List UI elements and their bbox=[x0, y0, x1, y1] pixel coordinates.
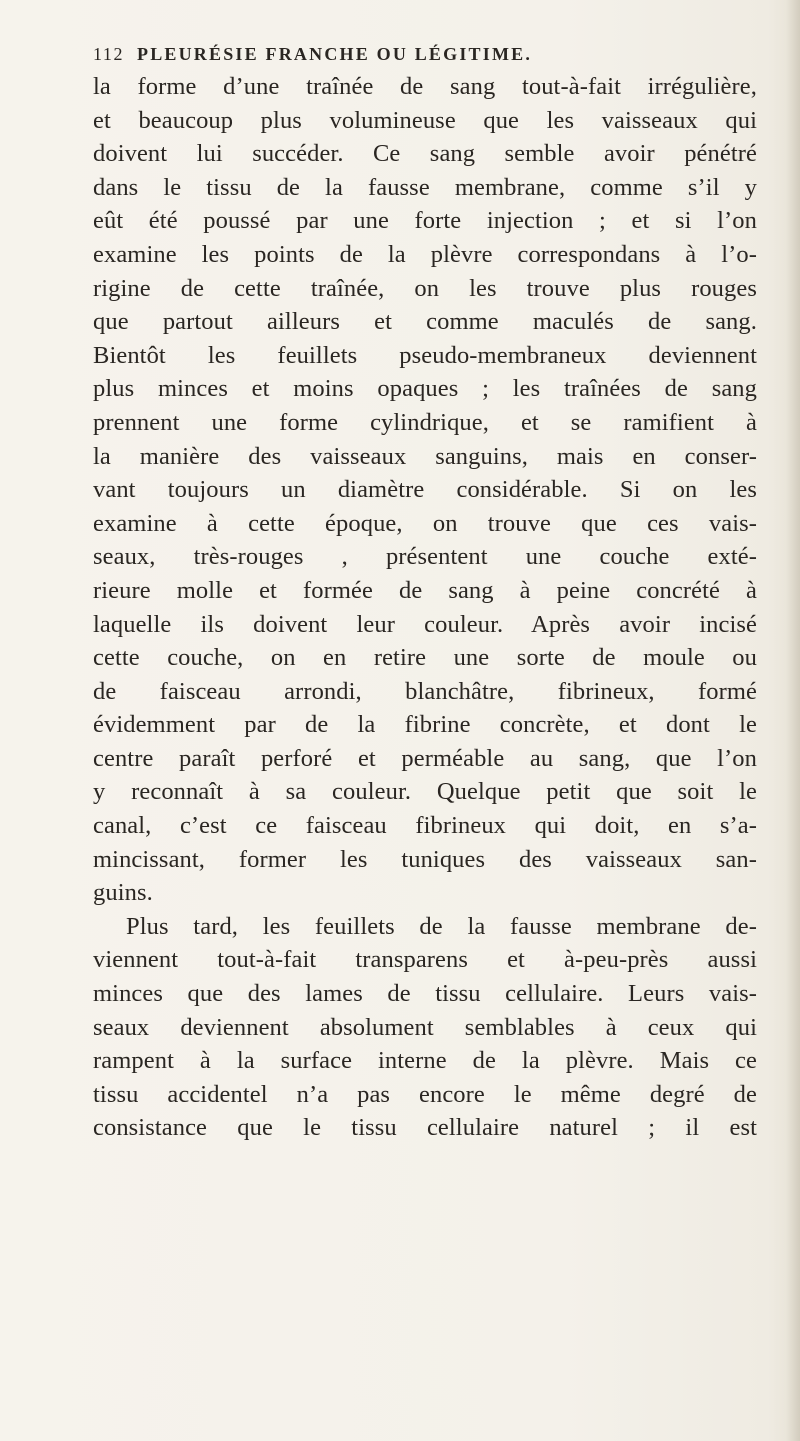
text-line: prennent une forme cylindrique, et se ramifient à bbox=[93, 408, 757, 436]
text-line: rigine de cette traînée, on les trouve plus rouges bbox=[93, 274, 757, 302]
text-line: vant toujours un diamètre considérable. Si on les bbox=[93, 476, 757, 504]
text-line: examine à cette époque, on trouve que ces vais- bbox=[93, 509, 757, 537]
text-line: viennent tout-à-fait transparens et à-peu-près aussi bbox=[93, 946, 757, 974]
text-line: doivent lui succéder. Ce sang semble avoir pénétré bbox=[93, 140, 757, 168]
running-title: PLEURÉSIE FRANCHE OU LÉGITIME. bbox=[137, 44, 533, 64]
text-line: rampent à la surface interne de la plèvre. Mais ce bbox=[93, 1047, 757, 1075]
page-edge-shadow bbox=[786, 0, 800, 1441]
text-line: évidemment par de la fibrine concrète, et dont le bbox=[93, 711, 757, 739]
text-line: y reconnaît à sa couleur. Quelque petit que soit le bbox=[93, 778, 757, 806]
page-number: 112 bbox=[93, 44, 125, 64]
text-line: guins. bbox=[93, 879, 153, 907]
text-line: la manière des vaisseaux sanguins, mais en conser- bbox=[93, 442, 757, 470]
text-line: cette couche, on en retire une sorte de moule ou bbox=[93, 644, 757, 672]
text-line: et beaucoup plus volumineuse que les vaisseaux qui bbox=[93, 106, 757, 134]
text-line: minces que des lames de tissu cellulaire. Leurs vais- bbox=[93, 980, 757, 1008]
text-line: dans le tissu de la fausse membrane, comme s’il y bbox=[93, 173, 757, 201]
text-line: mincissant, former les tuniques des vaisseaux san- bbox=[93, 845, 757, 873]
text-line: Plus tard, les feuillets de la fausse membrane de- bbox=[126, 912, 757, 940]
text-line: seaux, très-rouges , présentent une couche exté- bbox=[93, 543, 757, 571]
text-line: plus minces et moins opaques ; les traînées de sang bbox=[93, 375, 757, 403]
text-line: eût été poussé par une forte injection ; et si l’on bbox=[93, 207, 757, 235]
text-line: consistance que le tissu cellulaire naturel ; il est bbox=[93, 1114, 757, 1142]
text-line: examine les points de la plèvre correspondans à l’o- bbox=[93, 240, 757, 268]
text-line: de faisceau arrondi, blanchâtre, fibrineux, formé bbox=[93, 677, 757, 705]
text-line: laquelle ils doivent leur couleur. Après avoir incisé bbox=[93, 610, 757, 638]
text-line: centre paraît perforé et perméable au sang, que l’on bbox=[93, 744, 757, 772]
text-line: Bientôt les feuillets pseudo-membraneux deviennent bbox=[93, 341, 757, 369]
body-text bbox=[93, 70, 757, 1145]
text-line: rieure molle et formée de sang à peine concrété à bbox=[93, 576, 757, 604]
page-header bbox=[93, 44, 733, 72]
text-line: tissu accidentel n’a pas encore le même degré de bbox=[93, 1080, 757, 1108]
text-line: canal, c’est ce faisceau fibrineux qui doit, en s’a- bbox=[93, 812, 757, 840]
text-line: la forme d’une traînée de sang tout-à-fait irrégulière, bbox=[93, 73, 757, 100]
text-line: que partout ailleurs et comme maculés de sang. bbox=[93, 308, 757, 336]
text-line: seaux deviennent absolument semblables à ceux qui bbox=[93, 1013, 757, 1041]
